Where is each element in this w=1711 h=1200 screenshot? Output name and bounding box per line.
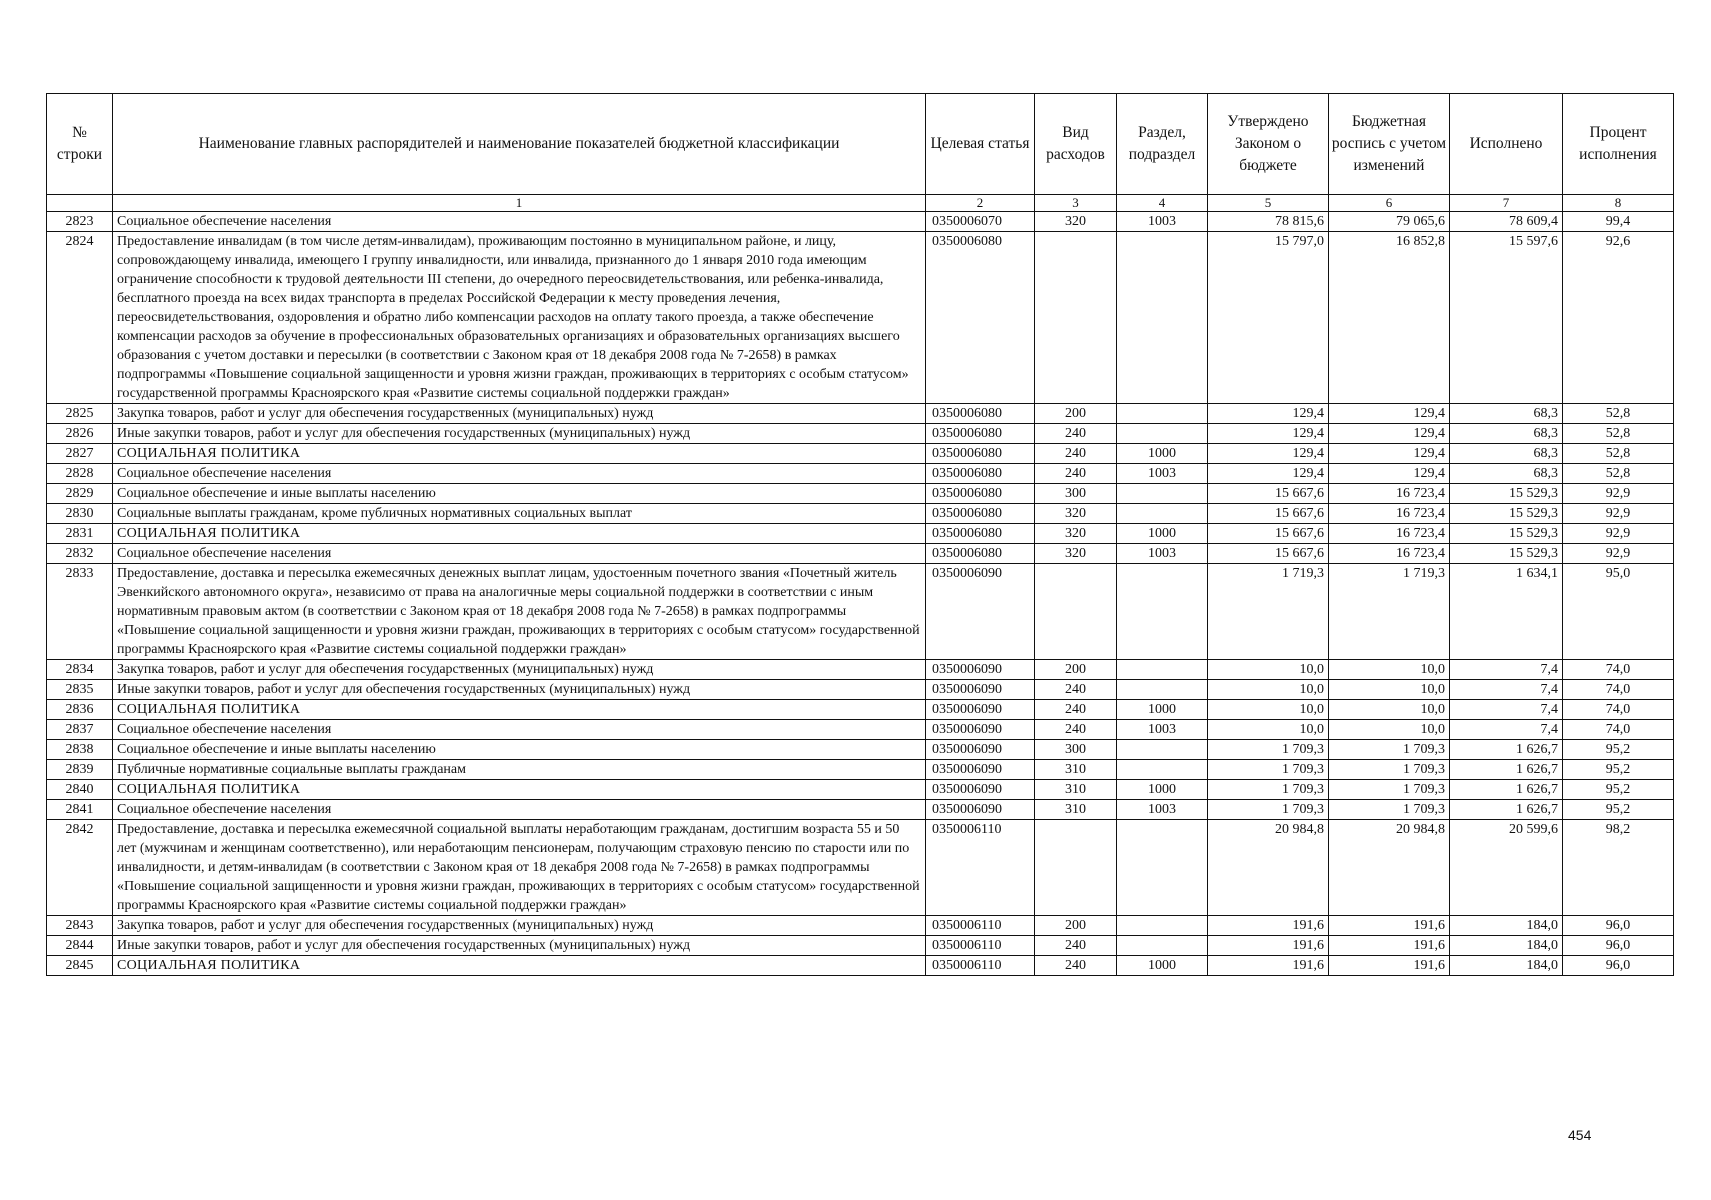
header-percent: Процент исполнения (1563, 94, 1674, 195)
page-number: 454 (1568, 1127, 1592, 1143)
executed-cell: 184,0 (1450, 956, 1563, 976)
row-number-cell: 2839 (47, 760, 113, 780)
section-cell (1117, 484, 1208, 504)
row-name-cell: Предоставление, доставка и пересылка ежемесячной социальной выплаты неработающим гражданам, достигшим возраста 55 и 50 лет (мужчинам и женщинам соответственно), или неработающим пенсионерам, получающим страховую пенсию по старости или по инвалидности, и детям-инвалидам (в соответствии с Законом края от 18 декабря 2008 года № 7-2658) в рамках подпрограммы «Повышение социальной защищенности и уровня жизни граждан, проживающих в территориях с особым статусом» государственной программы Красноярского края «Развитие системы социальной поддержки граждан» (113, 820, 926, 916)
table-row (47, 232, 1674, 404)
executed-cell: 15 529,3 (1450, 504, 1563, 524)
budget-schedule-cell: 20 984,8 (1329, 820, 1450, 916)
row-name-cell: Публичные нормативные социальные выплаты гражданам (113, 760, 926, 780)
executed-cell: 68,3 (1450, 404, 1563, 424)
percent-cell: 74,0 (1563, 680, 1674, 700)
executed-cell: 1 634,1 (1450, 564, 1563, 660)
target-article-cell: 0350006090 (926, 660, 1035, 680)
executed-cell: 7,4 (1450, 720, 1563, 740)
approved-cell: 129,4 (1208, 444, 1329, 464)
percent-cell: 52,8 (1563, 404, 1674, 424)
executed-cell: 7,4 (1450, 680, 1563, 700)
table-row (47, 916, 1674, 936)
approved-cell: 10,0 (1208, 720, 1329, 740)
expense-type-cell: 320 (1035, 544, 1117, 564)
approved-cell: 191,6 (1208, 956, 1329, 976)
row-name-cell: Закупка товаров, работ и услуг для обеспечения государственных (муниципальных) нужд (113, 916, 926, 936)
approved-cell: 1 709,3 (1208, 800, 1329, 820)
approved-cell: 10,0 (1208, 660, 1329, 680)
row-number-cell: 2833 (47, 564, 113, 660)
expense-type-cell (1035, 232, 1117, 404)
section-cell (1117, 404, 1208, 424)
expense-type-cell: 240 (1035, 936, 1117, 956)
table-row (47, 760, 1674, 780)
target-article-cell: 0350006110 (926, 820, 1035, 916)
executed-cell: 15 529,3 (1450, 544, 1563, 564)
budget-schedule-cell: 191,6 (1329, 916, 1450, 936)
percent-cell: 52,8 (1563, 464, 1674, 484)
table-row (47, 660, 1674, 680)
budget-schedule-cell: 129,4 (1329, 444, 1450, 464)
expense-type-cell (1035, 564, 1117, 660)
row-name-cell: СОЦИАЛЬНАЯ ПОЛИТИКА (113, 524, 926, 544)
column-number: 4 (1117, 195, 1208, 212)
table-row (47, 212, 1674, 232)
row-number-cell: 2832 (47, 544, 113, 564)
table-row (47, 700, 1674, 720)
budget-schedule-cell: 16 852,8 (1329, 232, 1450, 404)
budget-schedule-cell: 1 709,3 (1329, 780, 1450, 800)
row-name-cell: Предоставление инвалидам (в том числе детям-инвалидам), проживающим постоянно в муниципальном районе, и лицу, сопровождающему инвалида, имеющего I группу инвалидности, или инвалида, признанного до 1 января 2010 года имеющим ограничение способности к трудовой деятельности III степени, до очередного переосвидетельствования, или ребенка-инвалида, бесплатного проезда на всех видах транспорта в пределах Российской Федерации к месту проведения лечения, переосвидетельствования, оздоровления и обратно либо компенсации расходов на оплату такого проезда, а также обеспечение компенсации расходов за обучение в профессиональных образовательных организациях и образовательных организациях высшего образования с учетом доставки и пересылки (в соответствии с Законом края от 18 декабря 2008 года № 7-2658) в рамках подпрограммы «Повышение социальной защищенности и уровня жизни граждан, проживающих в территориях с особым статусом» государственной программы Красноярского края «Развитие системы социальной поддержки граждан» (113, 232, 926, 404)
executed-cell: 78 609,4 (1450, 212, 1563, 232)
percent-cell: 52,8 (1563, 424, 1674, 444)
section-cell: 1000 (1117, 524, 1208, 544)
executed-cell: 1 626,7 (1450, 800, 1563, 820)
executed-cell: 15 597,6 (1450, 232, 1563, 404)
budget-schedule-cell: 79 065,6 (1329, 212, 1450, 232)
budget-schedule-cell: 1 709,3 (1329, 760, 1450, 780)
approved-cell: 10,0 (1208, 700, 1329, 720)
approved-cell: 20 984,8 (1208, 820, 1329, 916)
expense-type-cell: 320 (1035, 524, 1117, 544)
executed-cell: 15 529,3 (1450, 524, 1563, 544)
target-article-cell: 0350006080 (926, 232, 1035, 404)
target-article-cell: 0350006090 (926, 760, 1035, 780)
budget-schedule-cell: 10,0 (1329, 720, 1450, 740)
percent-cell: 95,2 (1563, 800, 1674, 820)
budget-schedule-cell: 191,6 (1329, 936, 1450, 956)
expense-type-cell: 240 (1035, 720, 1117, 740)
target-article-cell: 0350006090 (926, 740, 1035, 760)
row-number-cell: 2828 (47, 464, 113, 484)
row-name-cell: Социальное обеспечение населения (113, 464, 926, 484)
table-row (47, 956, 1674, 976)
row-name-cell: Иные закупки товаров, работ и услуг для обеспечения государственных (муниципальных) нужд (113, 680, 926, 700)
header-row (47, 94, 1674, 195)
row-number-cell: 2842 (47, 820, 113, 916)
budget-schedule-cell: 129,4 (1329, 464, 1450, 484)
row-name-cell: СОЦИАЛЬНАЯ ПОЛИТИКА (113, 444, 926, 464)
table-row (47, 524, 1674, 544)
row-number-cell: 2826 (47, 424, 113, 444)
table-body (47, 212, 1674, 976)
executed-cell: 184,0 (1450, 916, 1563, 936)
executed-cell: 15 529,3 (1450, 484, 1563, 504)
table-header (47, 94, 1674, 212)
section-cell (1117, 740, 1208, 760)
expense-type-cell (1035, 820, 1117, 916)
executed-cell: 7,4 (1450, 700, 1563, 720)
column-number-row (47, 195, 1674, 212)
section-cell: 1003 (1117, 212, 1208, 232)
section-cell (1117, 916, 1208, 936)
row-name-cell: Социальное обеспечение населения (113, 544, 926, 564)
target-article-cell: 0350006110 (926, 936, 1035, 956)
row-name-cell: СОЦИАЛЬНАЯ ПОЛИТИКА (113, 956, 926, 976)
percent-cell: 92,9 (1563, 544, 1674, 564)
target-article-cell: 0350006090 (926, 680, 1035, 700)
budget-schedule-cell: 1 709,3 (1329, 800, 1450, 820)
target-article-cell: 0350006080 (926, 424, 1035, 444)
expense-type-cell: 240 (1035, 444, 1117, 464)
executed-cell: 1 626,7 (1450, 760, 1563, 780)
budget-schedule-cell: 16 723,4 (1329, 484, 1450, 504)
column-number: 7 (1450, 195, 1563, 212)
row-name-cell: СОЦИАЛЬНАЯ ПОЛИТИКА (113, 700, 926, 720)
header-expense-type: Вид расходов (1035, 94, 1117, 195)
row-number-cell: 2844 (47, 936, 113, 956)
row-number-cell: 2823 (47, 212, 113, 232)
header-row-no: № строки (47, 94, 113, 195)
target-article-cell: 0350006080 (926, 444, 1035, 464)
expense-type-cell: 300 (1035, 740, 1117, 760)
target-article-cell: 0350006080 (926, 464, 1035, 484)
expense-type-cell: 310 (1035, 760, 1117, 780)
column-number: 1 (113, 195, 926, 212)
section-cell (1117, 936, 1208, 956)
expense-type-cell: 310 (1035, 800, 1117, 820)
row-name-cell: Закупка товаров, работ и услуг для обеспечения государственных (муниципальных) нужд (113, 404, 926, 424)
percent-cell: 95,2 (1563, 760, 1674, 780)
target-article-cell: 0350006080 (926, 484, 1035, 504)
expense-type-cell: 320 (1035, 212, 1117, 232)
executed-cell: 68,3 (1450, 464, 1563, 484)
column-number-blank (47, 195, 113, 212)
expense-type-cell: 240 (1035, 464, 1117, 484)
budget-schedule-cell: 129,4 (1329, 404, 1450, 424)
row-number-cell: 2843 (47, 916, 113, 936)
target-article-cell: 0350006090 (926, 564, 1035, 660)
row-name-cell: Предоставление, доставка и пересылка ежемесячных денежных выплат лицам, удостоенным почетного звания «Почетный житель Эвенкийского автономного округа», независимо от права на аналогичные меры социальной поддержки в соответствии с иным нормативным правовым актом (в соответствии с Законом края от 18 декабря 2008 года № 7-2658) в рамках подпрограммы «Повышение социальной защищенности и уровня жизни граждан, проживающих в территориях с особым статусом» государственной программы Красноярского края «Развитие системы социальной поддержки граждан» (113, 564, 926, 660)
percent-cell: 92,6 (1563, 232, 1674, 404)
expense-type-cell: 240 (1035, 700, 1117, 720)
approved-cell: 191,6 (1208, 916, 1329, 936)
expense-type-cell: 300 (1035, 484, 1117, 504)
expense-type-cell: 200 (1035, 660, 1117, 680)
percent-cell: 96,0 (1563, 916, 1674, 936)
header-executed: Исполнено (1450, 94, 1563, 195)
expense-type-cell: 310 (1035, 780, 1117, 800)
percent-cell: 98,2 (1563, 820, 1674, 916)
target-article-cell: 0350006110 (926, 916, 1035, 936)
table-row (47, 404, 1674, 424)
executed-cell: 68,3 (1450, 444, 1563, 464)
budget-schedule-cell: 1 719,3 (1329, 564, 1450, 660)
row-number-cell: 2830 (47, 504, 113, 524)
approved-cell: 1 709,3 (1208, 740, 1329, 760)
column-number: 8 (1563, 195, 1674, 212)
budget-schedule-cell: 10,0 (1329, 660, 1450, 680)
row-name-cell: Социальное обеспечение населения (113, 720, 926, 740)
budget-schedule-cell: 10,0 (1329, 680, 1450, 700)
budget-schedule-cell: 16 723,4 (1329, 544, 1450, 564)
table-row (47, 484, 1674, 504)
approved-cell: 1 719,3 (1208, 564, 1329, 660)
table-row (47, 800, 1674, 820)
row-name-cell: Социальные выплаты гражданам, кроме публичных нормативных социальных выплат (113, 504, 926, 524)
row-name-cell: СОЦИАЛЬНАЯ ПОЛИТИКА (113, 780, 926, 800)
target-article-cell: 0350006080 (926, 524, 1035, 544)
target-article-cell: 0350006090 (926, 780, 1035, 800)
section-cell: 1000 (1117, 780, 1208, 800)
expense-type-cell: 240 (1035, 424, 1117, 444)
target-article-cell: 0350006080 (926, 544, 1035, 564)
budget-schedule-cell: 129,4 (1329, 424, 1450, 444)
section-cell: 1003 (1117, 720, 1208, 740)
budget-schedule-cell: 10,0 (1329, 700, 1450, 720)
approved-cell: 15 797,0 (1208, 232, 1329, 404)
row-name-cell: Социальное обеспечение населения (113, 212, 926, 232)
approved-cell: 15 667,6 (1208, 524, 1329, 544)
table-row (47, 424, 1674, 444)
approved-cell: 1 709,3 (1208, 780, 1329, 800)
row-name-cell: Социальное обеспечение и иные выплаты населению (113, 484, 926, 504)
section-cell (1117, 424, 1208, 444)
executed-cell: 184,0 (1450, 936, 1563, 956)
row-number-cell: 2827 (47, 444, 113, 464)
approved-cell: 15 667,6 (1208, 544, 1329, 564)
row-name-cell: Закупка товаров, работ и услуг для обеспечения государственных (муниципальных) нужд (113, 660, 926, 680)
executed-cell: 1 626,7 (1450, 740, 1563, 760)
row-number-cell: 2831 (47, 524, 113, 544)
approved-cell: 10,0 (1208, 680, 1329, 700)
budget-schedule-cell: 16 723,4 (1329, 524, 1450, 544)
section-cell: 1000 (1117, 444, 1208, 464)
target-article-cell: 0350006080 (926, 504, 1035, 524)
percent-cell: 99,4 (1563, 212, 1674, 232)
table-row (47, 820, 1674, 916)
row-number-cell: 2845 (47, 956, 113, 976)
table-row (47, 544, 1674, 564)
row-number-cell: 2835 (47, 680, 113, 700)
target-article-cell: 0350006090 (926, 720, 1035, 740)
percent-cell: 74,0 (1563, 660, 1674, 680)
table-row (47, 504, 1674, 524)
row-number-cell: 2834 (47, 660, 113, 680)
target-article-cell: 0350006070 (926, 212, 1035, 232)
percent-cell: 92,9 (1563, 484, 1674, 504)
section-cell (1117, 232, 1208, 404)
row-name-cell: Иные закупки товаров, работ и услуг для обеспечения государственных (муниципальных) нужд (113, 424, 926, 444)
row-number-cell: 2838 (47, 740, 113, 760)
section-cell (1117, 660, 1208, 680)
row-number-cell: 2841 (47, 800, 113, 820)
target-article-cell: 0350006090 (926, 700, 1035, 720)
executed-cell: 1 626,7 (1450, 780, 1563, 800)
target-article-cell: 0350006090 (926, 800, 1035, 820)
approved-cell: 78 815,6 (1208, 212, 1329, 232)
percent-cell: 95,2 (1563, 740, 1674, 760)
executed-cell: 20 599,6 (1450, 820, 1563, 916)
percent-cell: 74,0 (1563, 720, 1674, 740)
table-row (47, 680, 1674, 700)
column-number: 2 (926, 195, 1035, 212)
row-number-cell: 2825 (47, 404, 113, 424)
column-number: 3 (1035, 195, 1117, 212)
table-row (47, 780, 1674, 800)
expense-type-cell: 200 (1035, 404, 1117, 424)
table-row (47, 720, 1674, 740)
expense-type-cell: 240 (1035, 680, 1117, 700)
row-number-cell: 2840 (47, 780, 113, 800)
percent-cell: 52,8 (1563, 444, 1674, 464)
executed-cell: 68,3 (1450, 424, 1563, 444)
approved-cell: 15 667,6 (1208, 484, 1329, 504)
section-cell (1117, 504, 1208, 524)
expense-type-cell: 200 (1035, 916, 1117, 936)
target-article-cell: 0350006110 (926, 956, 1035, 976)
percent-cell: 96,0 (1563, 956, 1674, 976)
target-article-cell: 0350006080 (926, 404, 1035, 424)
approved-cell: 191,6 (1208, 936, 1329, 956)
table-row (47, 564, 1674, 660)
row-number-cell: 2837 (47, 720, 113, 740)
section-cell: 1000 (1117, 956, 1208, 976)
budget-schedule-cell: 191,6 (1329, 956, 1450, 976)
section-cell: 1000 (1117, 700, 1208, 720)
table-row (47, 740, 1674, 760)
percent-cell: 95,0 (1563, 564, 1674, 660)
section-cell (1117, 760, 1208, 780)
column-number: 6 (1329, 195, 1450, 212)
approved-cell: 129,4 (1208, 424, 1329, 444)
percent-cell: 92,9 (1563, 504, 1674, 524)
header-approved: Утверждено Законом о бюджете (1208, 94, 1329, 195)
header-name: Наименование главных распорядителей и наименование показателей бюджетной классификации (113, 94, 926, 195)
percent-cell: 92,9 (1563, 524, 1674, 544)
table-row (47, 464, 1674, 484)
column-number: 5 (1208, 195, 1329, 212)
budget-schedule-cell: 16 723,4 (1329, 504, 1450, 524)
approved-cell: 15 667,6 (1208, 504, 1329, 524)
section-cell (1117, 564, 1208, 660)
expense-type-cell: 240 (1035, 956, 1117, 976)
row-name-cell: Социальное обеспечение населения (113, 800, 926, 820)
header-budget-schedule: Бюджетная роспись с учетом изменений (1329, 94, 1450, 195)
section-cell: 1003 (1117, 544, 1208, 564)
header-section: Раздел, подраздел (1117, 94, 1208, 195)
percent-cell: 95,2 (1563, 780, 1674, 800)
row-name-cell: Иные закупки товаров, работ и услуг для обеспечения государственных (муниципальных) нужд (113, 936, 926, 956)
approved-cell: 1 709,3 (1208, 760, 1329, 780)
budget-execution-table (46, 93, 1674, 976)
expense-type-cell: 320 (1035, 504, 1117, 524)
section-cell: 1003 (1117, 800, 1208, 820)
header-target-article: Целевая статья (926, 94, 1035, 195)
section-cell: 1003 (1117, 464, 1208, 484)
executed-cell: 7,4 (1450, 660, 1563, 680)
section-cell (1117, 680, 1208, 700)
approved-cell: 129,4 (1208, 464, 1329, 484)
table-row (47, 936, 1674, 956)
percent-cell: 74,0 (1563, 700, 1674, 720)
percent-cell: 96,0 (1563, 936, 1674, 956)
budget-schedule-cell: 1 709,3 (1329, 740, 1450, 760)
table-row (47, 444, 1674, 464)
approved-cell: 129,4 (1208, 404, 1329, 424)
row-number-cell: 2829 (47, 484, 113, 504)
section-cell (1117, 820, 1208, 916)
row-number-cell: 2836 (47, 700, 113, 720)
row-number-cell: 2824 (47, 232, 113, 404)
row-name-cell: Социальное обеспечение и иные выплаты населению (113, 740, 926, 760)
